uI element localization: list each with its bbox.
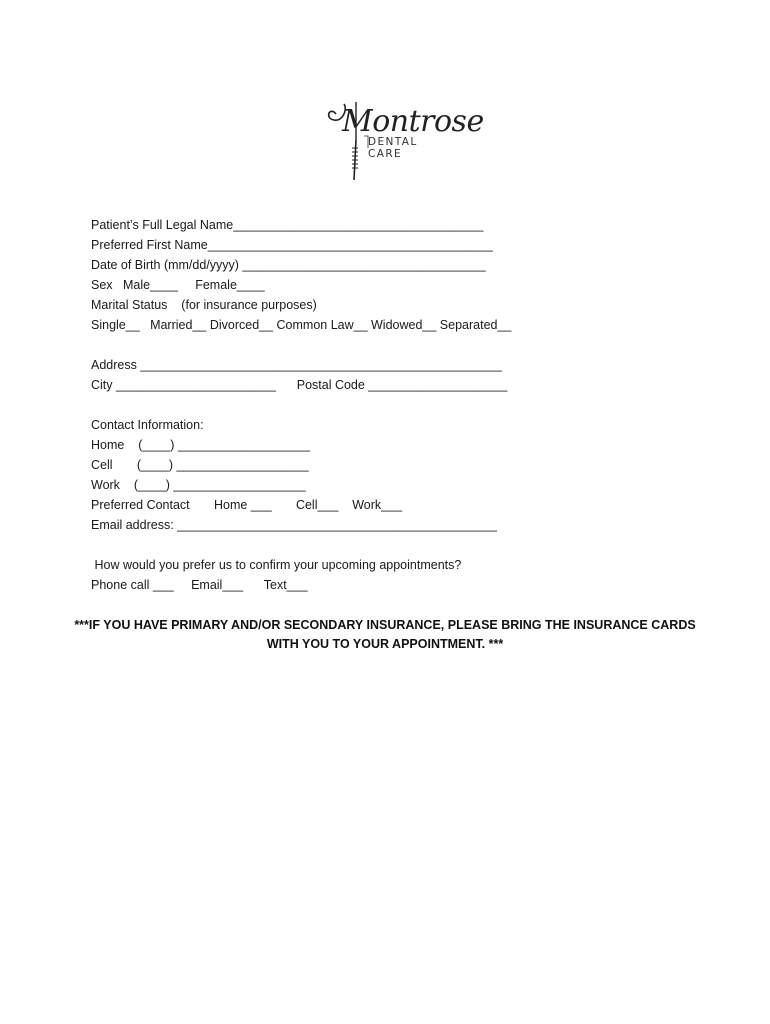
field-city-postal-code: City _______________________ Postal Code ____________________ (91, 378, 508, 392)
field-marital-status-label: Marital Status (for insurance purposes) (91, 298, 317, 312)
insurance-notice-line-1: ***IF YOU HAVE PRIMARY AND/OR SECONDARY INSURANCE, PLEASE BRING THE INSURANCE CARDS (74, 618, 696, 632)
field-email-address: Email address: ______________________________________________ (91, 518, 497, 532)
field-cell-phone: Cell (____) ___________________ (91, 458, 309, 472)
contact-information-heading: Contact Information: (91, 418, 204, 432)
field-address: Address ____________________________________________________ (91, 358, 502, 372)
field-preferred-first-name: Preferred First Name_________________________________________ (91, 238, 493, 252)
field-preferred-contact: Preferred Contact Home ___ Cell___ Work___ (91, 498, 403, 512)
logo-wordmark: Montrose (342, 104, 484, 139)
field-marital-status-options: Single__ Married__ Divorced__ Common Law__ Widowed__ Separated__ (91, 318, 512, 332)
field-home-phone: Home (____) ___________________ (91, 438, 310, 452)
logo (316, 96, 484, 186)
field-sex: Sex Male____ Female____ (91, 278, 265, 292)
field-full-legal-name: Patient’s Full Legal Name____________________________________ (91, 218, 484, 232)
confirmation-question: How would you prefer us to confirm your upcoming appointments? (91, 558, 462, 572)
insurance-notice-line-2: WITH YOU TO YOUR APPOINTMENT. *** (266, 637, 504, 651)
field-date-of-birth: Date of Birth (mm/dd/yyyy) ___________________________________ (91, 258, 486, 272)
field-confirmation-method: Phone call ___ Email___ Text___ (91, 578, 308, 592)
logo-tagline: DENTAL CARE (368, 136, 418, 160)
field-work-phone: Work (____) ___________________ (91, 478, 306, 492)
